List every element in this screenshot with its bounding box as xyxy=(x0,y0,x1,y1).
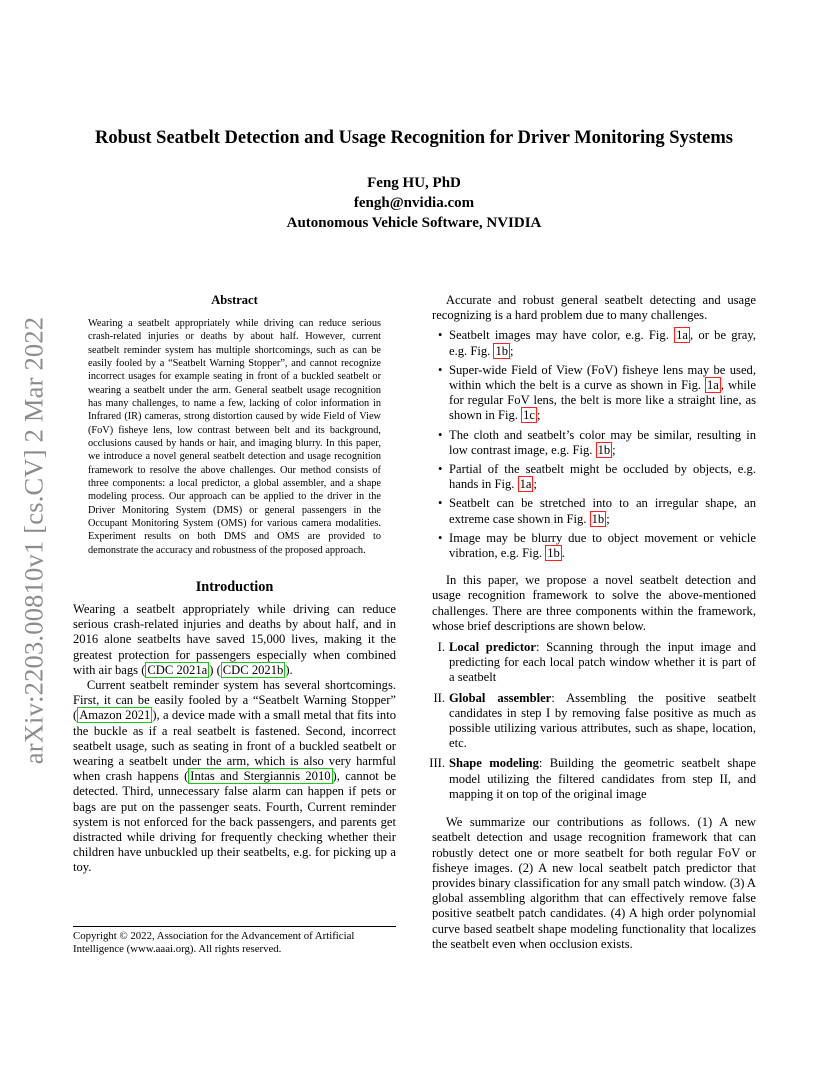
figure-ref-link[interactable]: 1b xyxy=(495,343,509,358)
citation-link[interactable]: Amazon 2021 xyxy=(79,708,151,723)
left-column xyxy=(73,293,396,876)
list-item: III. Shape modeling: Building the geometric seatbelt shape model utilizing the filtered candidates from step II, and mapping it on top of the original image xyxy=(429,756,756,801)
list-item: • Partial of the seatbelt might be occluded by objects, e.g. hands in Fig. 1a ; xyxy=(438,462,756,492)
abstract-heading: Abstract xyxy=(211,293,258,307)
right-column xyxy=(429,293,756,952)
figure-ref-link[interactable]: 1b xyxy=(547,546,560,561)
challenges-intro: Accurate and robust general seatbelt detecting and usage recognizing is a hard problem due to many challenges. xyxy=(432,293,756,323)
citation-link[interactable]: CDC 2021b xyxy=(222,662,284,677)
citation-link[interactable]: CDC 2021a xyxy=(147,662,208,677)
author-email: fengh@nvidia.com xyxy=(353,195,475,211)
figure-ref-link[interactable]: 1a xyxy=(519,477,532,492)
figure-ref-link[interactable]: 1b xyxy=(597,442,611,457)
paper-title: Robust Seatbelt Detection and Usage Recognition for Driver Monitoring Systems xyxy=(94,128,734,148)
list-item: • Super-wide Field of View (FoV) fisheye lens may be used, within which the belt is a curve as shown in Fig. 1a , while for regular FoV lens, the belt is more like a straight line, as shown in Fig. 1c ; xyxy=(438,362,756,423)
framework-steps xyxy=(429,640,756,802)
abstract-text: Wearing a seatbelt appropriately while driving can reduce serious crash-related injuries or deaths by about half. However, current seatbelt reminder system has multiple shortcomings, such as can be easily fooled by a “Seatbelt Warning Stopper”, and cannot recognize incorrect usages for example seating in front of a buckled seatbelt or wearing a seatbelt under the arm. General seatbelt usage recognition has many challenges, to name a few, lacking of color information in Infrared (IR) cameras, strong distortion caused by wide Field of View (FoV) fisheye lens, low contrast between belt and its background, occlusions caused by hands or hair, and imaging blurry. In this paper, we introduce a novel general seatbelt detection and usage recognition framework to resolve the above challenges. Our method consists of three components: a local predictor, a global assembler, and a shape modeling process. Our approach can be applied to the driver in the Driver Monitoring System (DMS) or general passengers in the Occupant Monitoring System (OMS) for various camera modalities. Experiment results on both DMS and OMS are provided to demonstrate the accuracy and robustness of the proposed approach. xyxy=(88,318,381,556)
figure-ref-link[interactable]: 1a xyxy=(676,328,688,343)
author-name: Feng HU, PhD xyxy=(367,175,461,191)
figure-ref-link[interactable]: 1b xyxy=(591,511,605,526)
list-item: II. Global assembler: Assembling the positive seatbelt candidates in step I by removing false positive as much as possible utilizing various attributes, such as shape, location, etc. xyxy=(433,690,756,751)
intro-paragraph-2: Current seatbelt reminder system has several shortcomings. First, it can be easily fooled by a “Seatbelt Warning Stopper” ( Amazon 2021 ), a device made with a small metal that fits into the buckle as if a real seatbelt is fastened. Second, incorrect seatbelt usage, such as seating in front of a buckled seatbelt or wearing a seatbelt under the arm, which is also very harmful when crash happens ( Intas and Stergiannis 2010 ), cannot be detected. Third, unnecessary false alarm can happen if pets or bags are put on the passenger seats. Fourth, Current reminder system is not enforced for the back passengers, and parents get distracted while driving for frequently checking whether their children have unbuckled up their seatbelts, e.g. for picking up a toy. xyxy=(73,677,397,875)
figure-ref-link[interactable]: 1c xyxy=(523,408,535,423)
arxiv-identifier: arXiv:2203.00810v1 [cs.CV] 2 Mar 2022 xyxy=(18,316,49,764)
framework-paragraph: In this paper, we propose a novel seatbelt detection and usage recognition framework to solve the above-mentioned challenges. There are three components within the framework, whose brief descriptions are shown below. xyxy=(432,573,756,633)
copyright-notice: Copyright © 2022, Association for the Advancement of Artificial Intelligence (www.aaai.org). All rights reserved. xyxy=(73,926,396,957)
intro-paragraph-1: Wearing a seatbelt appropriately while driving can reduce serious crash-related injuries and deaths by about half, and in 2016 alone seatbelts have saved 15,000 lives, making it the greatest protection for passengers especially when combined with air bags ( CDC 2021a ) ( CDC 2021b ). xyxy=(73,601,396,677)
list-item: • The cloth and seatbelt’s color may be similar, resulting in low contrast image, e.g. Fig. 1b ; xyxy=(438,427,756,457)
list-item: • Image may be blurry due to object movement or vehicle vibration, e.g. Fig. 1b . xyxy=(438,530,756,561)
citation-link[interactable]: Intas and Stergiannis 2010 xyxy=(190,769,331,784)
challenges-list xyxy=(432,328,756,561)
author-block xyxy=(60,173,768,233)
contributions-paragraph: We summarize our contributions as follows. (1) A new seatbelt detection and usage recognition framework that can robustly detect one or more seatbelt for both regular FoV or fisheye images. (2) A new local seatbelt patch predictor that provides binary classification for any small patch window. (3) A global assembling algorithm that can effectively remove false positive seatbelt patch candidates. (4) A high order polynomial curve based seatbelt shape modeling functionality that localizes the seatbelt even when occlusion exists. xyxy=(432,815,756,951)
list-item: • Seatbelt can be stretched into to an irregular shape, an extreme case shown in Fig. 1b ; xyxy=(438,496,756,526)
introduction-heading: Introduction xyxy=(195,578,274,595)
list-item: • Seatbelt images may have color, e.g. Fig. 1a , or be gray, e.g. Fig. 1b ; xyxy=(438,328,756,358)
list-item: I. Local predictor: Scanning through the input image and predicting for each local patch window whether it is part of a seatbelt xyxy=(437,640,756,685)
figure-ref-link[interactable]: 1a xyxy=(707,378,719,393)
author-affiliation: Autonomous Vehicle Software, NVIDIA xyxy=(286,215,542,231)
